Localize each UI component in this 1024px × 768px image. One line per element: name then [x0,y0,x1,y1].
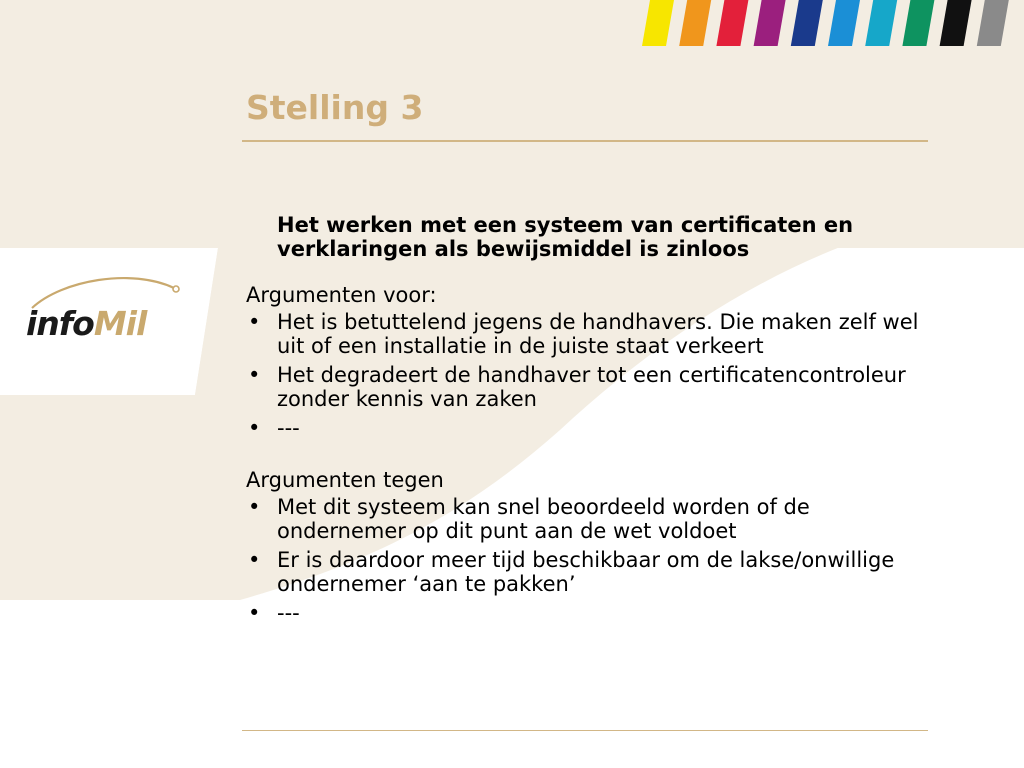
section-heading-tegen: Argumenten tegen [246,468,444,492]
bullet-icon: • [248,601,261,625]
color-stripe [754,0,786,46]
bullet-icon: • [248,310,261,334]
bullet-icon: • [248,416,261,440]
bullet-icon: • [248,363,261,387]
bullet-icon: • [248,495,261,519]
logo-wordmark [26,304,146,343]
slide-title: Stelling 3 [246,88,424,127]
list-item-text: --- [277,416,300,440]
color-stripe [828,0,860,46]
list-item-text: Het degradeert de handhaver tot een certificatencontroleur zonder kennis van zaken [277,363,906,411]
color-stripes [640,0,1010,46]
section-heading-voor: Argumenten voor: [246,283,437,307]
bullet-icon: • [248,548,261,572]
list-item-text: --- [277,601,300,625]
list-item [246,495,936,543]
logo-info-text: info [26,304,94,343]
color-stripe [902,0,934,46]
list-item [246,416,936,440]
bullet-list-tegen [246,495,936,625]
list-item [246,601,936,625]
list-item [246,310,936,358]
color-stripe [791,0,823,46]
color-stripe [679,0,711,46]
slide-content [246,213,936,653]
color-stripe [642,0,674,46]
list-item [246,548,936,596]
list-item-text: Met dit systeem kan snel beoordeeld worden of de ondernemer op dit punt aan de wet voldoet [277,495,810,543]
color-stripe [716,0,748,46]
infomil-logo [22,270,192,350]
footer-divider [242,730,928,731]
color-stripe [865,0,897,46]
list-item-text: Er is daardoor meer tijd beschikbaar om de lakse/onwillige ondernemer ‘aan te pakken’ [277,548,895,596]
list-item-text: Het is betuttelend jegens de handhavers. Die maken zelf wel uit of een installatie in de juiste staat verkeert [277,310,919,358]
logo-mil-text: Mil [93,304,147,343]
list-item [246,363,936,411]
bullet-list-voor [246,310,936,440]
title-divider [242,140,928,142]
color-stripe [977,0,1009,46]
color-stripe [940,0,972,46]
thesis-statement: Het werken met een systeem van certificaten en verklaringen als bewijsmiddel is zinloos [277,213,854,261]
